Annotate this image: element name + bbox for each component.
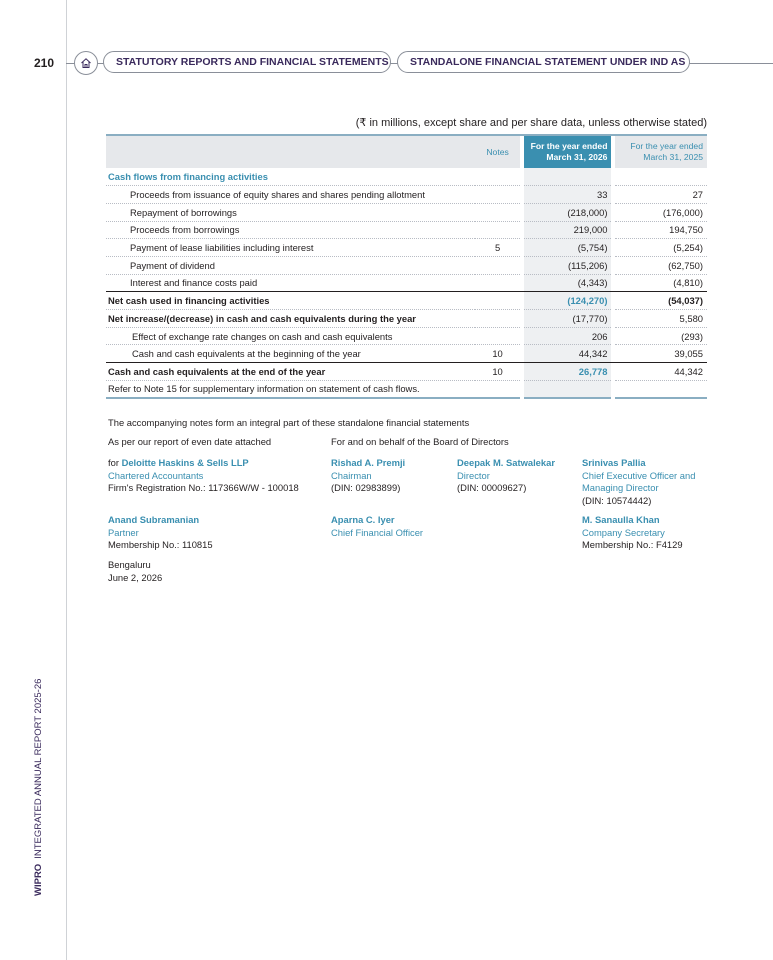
table-row: Payment of lease liabilities including interest 5 (5,754) (5,254) (106, 239, 707, 257)
tab-standalone-statement[interactable]: STANDALONE FINANCIAL STATEMENT UNDER IND AS (397, 51, 690, 73)
table-row: Interest and finance costs paid (4,343) (4,810) (106, 274, 707, 292)
firm-registration: Firm's Registration No.: 117366W/W - 100018 (108, 482, 299, 493)
table-row: Proceeds from issuance of equity shares and shares pending allotment 33 27 (106, 186, 707, 204)
table-row: Payment of dividend (115,206) (62,750) (106, 256, 707, 274)
header-notes: Notes (475, 135, 520, 168)
cash-flow-table (106, 134, 707, 399)
header-fy2025: For the year ended March 31, 2025 (615, 135, 707, 168)
signatory-partner: Anand Subramanian Partner Membership No.: 110815 (108, 514, 213, 550)
home-button[interactable] (74, 51, 98, 75)
header-fy2026: For the year ended March 31, 2026 (524, 135, 612, 168)
signatory-secretary: M. Sanaulla Khan Company Secretary Membership No.: F4129 (582, 514, 683, 550)
auditor-block: for Deloitte Haskins & Sells LLP Chartered Accountants Firm's Registration No.: 117366W/W - 100018 (108, 457, 299, 493)
notes-statement: The accompanying notes form an integral part of these standalone financial statements (108, 417, 470, 428)
page-number: 210 (34, 56, 55, 70)
signatory-cfo: Aparna C. Iyer Chief Financial Officer (331, 514, 424, 538)
home-icon (80, 57, 92, 69)
table-header (106, 135, 707, 168)
table-row: Repayment of borrowings (218,000) (176,000) (106, 203, 707, 221)
table-row: Effect of exchange rate changes on cash and cash equivalents 206 (293) (106, 327, 707, 345)
firm-name: Deloitte Haskins & Sells LLP (121, 457, 249, 468)
place-date: Bengaluru June 2, 2026 (108, 559, 163, 583)
signatory-chairman: Rishad A. Premji Chairman (DIN: 02983899) (331, 457, 406, 493)
table-row: Cash and cash equivalents at the beginning of the year 10 44,342 39,055 (106, 345, 707, 363)
table-row-closing-cash: Cash and cash equivalents at the end of the year 10 26,778 44,342 (106, 363, 707, 381)
signatory-ceo: Srinivas Pallia Chief Executive Officer and Managing Director (DIN: 10574442) (582, 457, 696, 506)
firm-type: Chartered Accountants (108, 469, 204, 481)
board-line: For and on behalf of the Board of Directors (331, 436, 509, 447)
margin-rule (66, 0, 67, 960)
table-row-note: Refer to Note 15 for supplementary information on statement of cash flows. (106, 380, 707, 398)
units-note: (₹ in millions, except share and per share data, unless otherwise stated) (355, 117, 707, 129)
sidebar-report-title: WIPROINTEGRATED ANNUAL REPORT 2025-26 (33, 678, 44, 896)
brand-logo: WIPRO (33, 863, 44, 896)
auditor-report-line: As per our report of even date attached (108, 436, 272, 447)
table-row-net-financing: Net cash used in financing activities (124,270) (54,037) (106, 292, 707, 310)
header-blank (106, 135, 475, 168)
table-row: Cash flows from financing activities (106, 168, 707, 186)
table-row-net-change: Net increase/(decrease) in cash and cash equivalents during the year (17,770) 5,580 (106, 310, 707, 328)
tab-statutory-reports[interactable]: STATUTORY REPORTS AND FINANCIAL STATEMENTS (103, 51, 391, 73)
signatory-director: Deepak M. Satwalekar Director (DIN: 00009627) (457, 457, 555, 493)
table-row: Proceeds from borrowings 219,000 194,750 (106, 221, 707, 239)
